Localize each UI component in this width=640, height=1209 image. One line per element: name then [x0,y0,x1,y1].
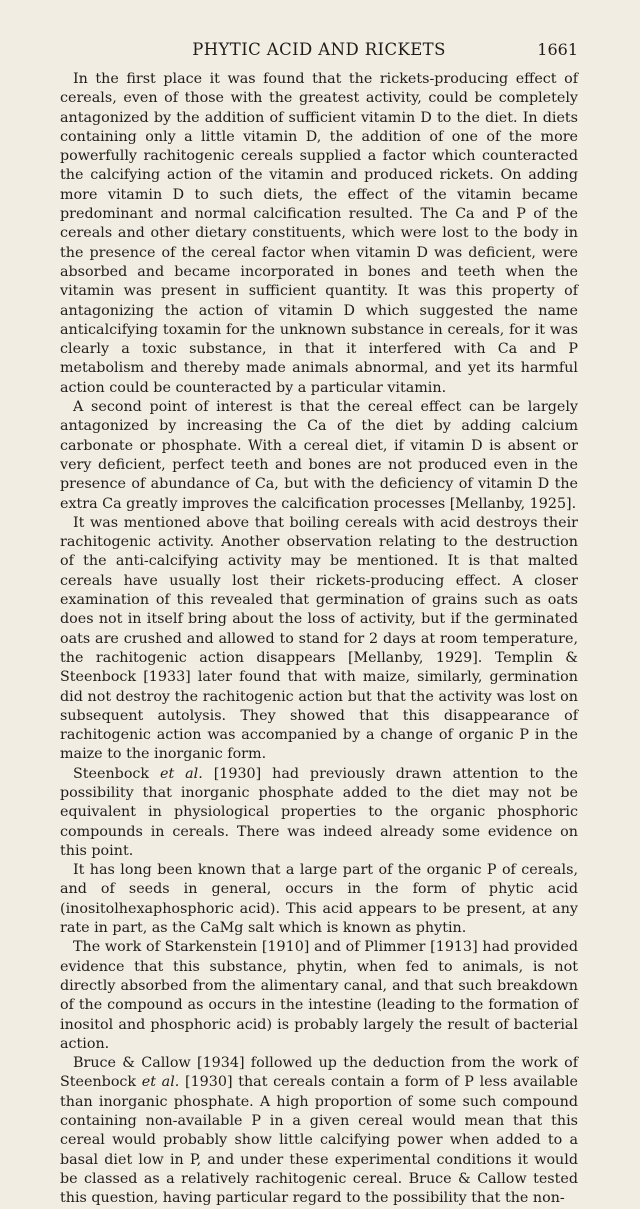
paragraph [60,514,578,765]
text-run: Bruce & Callow [1934] followed up the deduction from the work of Steenbock [60,1055,578,1091]
paragraph [60,398,578,514]
paragraph [60,70,578,398]
body-text [60,70,578,1209]
italic-text: et al. [160,765,203,782]
text-run: Steenbock [73,765,161,782]
text-run: A second point of interest is that the cereal effect can be largely antagonized by increasing the Ca of the diet by adding calcium carbonate or phosphate. With a cereal diet, if vitamin D is absent or very deficient, perfect teeth and bones are not produced even in the presence of abundance of Ca, but with the deficiency of vitamin D the extra Ca greatly improves the calcification processes [Mellanby, 1925]. [60,399,578,512]
text-run: It has long been known that a large part of the organic P of cereals, and of seeds in general, occurs in the form of phytic acid (inositolhexaphosphoric acid). This acid appears to be present, at any rate in part, as the CaMg salt which is known as phytin. [60,862,578,937]
paragraph [60,765,578,861]
paragraph [60,938,578,1054]
running-title: PHYTIC ACID AND RICKETS [192,40,446,59]
text-run: The work of Starkenstein [1910] and of Plimmer [1913] had provided evidence that this substance, phytin, when fed to animals, is not directly absorbed from the alimentary canal, and that such breakdown of the compound as occurs in the intestine (leading to the formation of inositol and phosphoric acid) is probably largely the result of bacterial action. [60,939,578,1052]
paragraph [60,1054,578,1208]
paragraph [60,861,578,938]
page-header [60,40,578,64]
text-run: It was mentioned above that boiling cereals with acid destroys their rachitogenic activity. Another observation relating to the destruction of the anti-calcifying activity may be mentioned. It is that malted cereals have usually lost their rickets-producing effect. A closer examination of this revealed that germination of grains such as oats does not in itself bring about the loss of activity, but if the germinated oats are crushed and allowed to stand for 2 days at room temperature, the rachitogenic action disappears [Mellanby, 1929]. Templin & Steenbock [1933] later found that with maize, similarly, germination did not destroy the rachitogenic action but that the activity was lost on subsequent autolysis. They showed that this disappearance of rachitogenic action was accompanied by a change of organic P in the maize to the inorganic form. [60,514,578,763]
text-run: [1930] had previously drawn attention to the possibility that inorganic phosphate added to the diet may not be equivalent in physiological properties to the organic phosphoric compounds in cereals. There was indeed already some evidence on this point. [60,765,578,859]
text-run: [1930] that cereals contain a form of P less available than inorganic phosphate. A high proportion of some such compound containing non-available P in a given cereal would mean that this cereal would probably show little calcifying power when added to a basal diet low in P, and under these experimental conditions it would be classed as a relatively rachitogenic cereal. Bruce & Callow tested this question, having particular regard to the possibility that the non- [60,1074,578,1207]
document-page [60,40,578,1209]
page-number: 1661 [537,40,578,59]
italic-text: et al. [141,1074,180,1091]
text-run: In the first place it was found that the rickets-producing effect of cereals, even of those with the greatest activity, could be completely antagonized by the addition of sufficient vitamin D to the diet. In diets containing only a little vitamin D, the addition of one of the more powerfully rachitogenic cereals supplied a factor which counteracted the calcifying action of the vitamin and produced rickets. On adding more vitamin D to such diets, the effect of the vitamin became predominant and normal calcification resulted. The Ca and P of the cereals and other dietary constituents, which were lost to the body in the presence of the cereal factor when vitamin D was deficient, were absorbed and became incorporated in bones and teeth when the vitamin was present in sufficient quantity. It was this property of antagonizing the action of vitamin D which suggested the name anticalcifying toxamin for the unknown substance in cereals, for it was clearly a toxic substance, in that it interfered with Ca and P metabolism and thereby made animals abnormal, and yet its harmful action could be counteracted by a particular vitamin. [60,71,578,396]
